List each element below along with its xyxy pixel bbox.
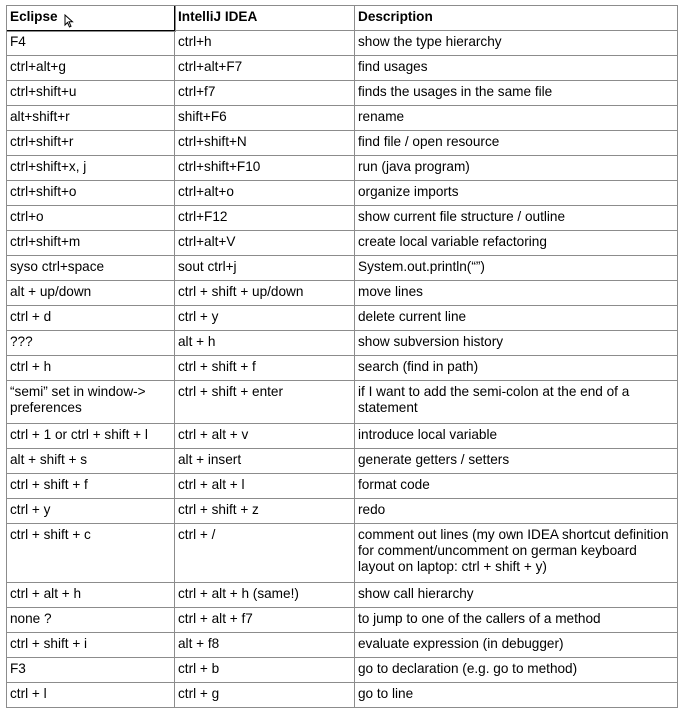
description-cell: introduce local variable xyxy=(355,424,678,449)
table-row xyxy=(7,81,678,106)
eclipse-shortcut-cell: ctrl + shift + c xyxy=(7,524,175,583)
description-cell: if I want to add the semi-colon at the end of a statement xyxy=(355,381,678,424)
intellij-shortcut-cell: ctrl + shift + f xyxy=(175,356,355,381)
description-cell: finds the usages in the same file xyxy=(355,81,678,106)
description-cell: delete current line xyxy=(355,306,678,331)
intellij-shortcut-cell: ctrl+f7 xyxy=(175,81,355,106)
eclipse-shortcut-cell: ctrl+shift+x, j xyxy=(7,156,175,181)
eclipse-shortcut-cell: ctrl + l xyxy=(7,683,175,708)
eclipse-shortcut-cell: “semi” set in window-> preferences xyxy=(7,381,175,424)
eclipse-shortcut-cell: ctrl + shift + f xyxy=(7,474,175,499)
description-cell: go to line xyxy=(355,683,678,708)
intellij-shortcut-cell: ctrl+shift+N xyxy=(175,131,355,156)
header-eclipse-label: Eclipse xyxy=(10,9,58,24)
table-row xyxy=(7,131,678,156)
description-cell: evaluate expression (in debugger) xyxy=(355,633,678,658)
description-cell: redo xyxy=(355,499,678,524)
table-row xyxy=(7,449,678,474)
table-row xyxy=(7,683,678,708)
move-cursor-icon xyxy=(62,14,76,28)
shortcut-table-container xyxy=(6,5,677,708)
eclipse-shortcut-cell: F3 xyxy=(7,658,175,683)
eclipse-shortcut-cell: ctrl + 1 or ctrl + shift + l xyxy=(7,424,175,449)
description-cell: show current file structure / outline xyxy=(355,206,678,231)
eclipse-shortcut-cell: ctrl+shift+o xyxy=(7,181,175,206)
description-cell: find file / open resource xyxy=(355,131,678,156)
intellij-shortcut-cell: sout ctrl+j xyxy=(175,256,355,281)
intellij-shortcut-cell: ctrl + alt + v xyxy=(175,424,355,449)
intellij-shortcut-cell: ctrl + shift + up/down xyxy=(175,281,355,306)
description-cell: find usages xyxy=(355,56,678,81)
intellij-shortcut-cell: ctrl+shift+F10 xyxy=(175,156,355,181)
intellij-shortcut-cell: alt + insert xyxy=(175,449,355,474)
eclipse-shortcut-cell: ctrl + h xyxy=(7,356,175,381)
eclipse-shortcut-cell: ctrl + alt + h xyxy=(7,583,175,608)
intellij-shortcut-cell: alt + f8 xyxy=(175,633,355,658)
eclipse-shortcut-cell: ctrl + y xyxy=(7,499,175,524)
table-row xyxy=(7,31,678,56)
table-row xyxy=(7,633,678,658)
table-row xyxy=(7,524,678,583)
eclipse-shortcut-cell: ctrl+shift+m xyxy=(7,231,175,256)
intellij-shortcut-cell: ctrl + alt + l xyxy=(175,474,355,499)
intellij-shortcut-cell: alt + h xyxy=(175,331,355,356)
intellij-shortcut-cell: ctrl+alt+o xyxy=(175,181,355,206)
header-eclipse[interactable] xyxy=(7,6,175,31)
intellij-shortcut-cell: ctrl + shift + enter xyxy=(175,381,355,424)
eclipse-shortcut-cell: ctrl + d xyxy=(7,306,175,331)
table-row xyxy=(7,281,678,306)
table-row xyxy=(7,106,678,131)
table-row xyxy=(7,658,678,683)
header-description: Description xyxy=(355,6,678,31)
description-cell: move lines xyxy=(355,281,678,306)
eclipse-shortcut-cell: alt + shift + s xyxy=(7,449,175,474)
table-row xyxy=(7,156,678,181)
description-cell: go to declaration (e.g. go to method) xyxy=(355,658,678,683)
intellij-shortcut-cell: ctrl + y xyxy=(175,306,355,331)
table-row xyxy=(7,356,678,381)
description-cell: System.out.println(“”) xyxy=(355,256,678,281)
description-cell: search (find in path) xyxy=(355,356,678,381)
table-row xyxy=(7,381,678,424)
table-body xyxy=(7,31,678,708)
table-row xyxy=(7,499,678,524)
intellij-shortcut-cell: ctrl + alt + h (same!) xyxy=(175,583,355,608)
intellij-shortcut-cell: ctrl + shift + z xyxy=(175,499,355,524)
eclipse-shortcut-cell: ctrl + shift + i xyxy=(7,633,175,658)
intellij-shortcut-cell: ctrl + alt + f7 xyxy=(175,608,355,633)
intellij-shortcut-cell: ctrl+F12 xyxy=(175,206,355,231)
table-row xyxy=(7,256,678,281)
eclipse-shortcut-cell: ctrl+shift+r xyxy=(7,131,175,156)
table-row xyxy=(7,331,678,356)
intellij-shortcut-cell: ctrl+alt+V xyxy=(175,231,355,256)
eclipse-shortcut-cell: F4 xyxy=(7,31,175,56)
description-cell: generate getters / setters xyxy=(355,449,678,474)
table-row xyxy=(7,608,678,633)
intellij-shortcut-cell: ctrl + b xyxy=(175,658,355,683)
intellij-shortcut-cell: ctrl + g xyxy=(175,683,355,708)
description-cell: organize imports xyxy=(355,181,678,206)
intellij-shortcut-cell: ctrl+alt+F7 xyxy=(175,56,355,81)
table-row xyxy=(7,206,678,231)
table-row xyxy=(7,474,678,499)
description-cell: comment out lines (my own IDEA shortcut definition for comment/uncomment on german keyboard layout on laptop: ctrl + shift + y) xyxy=(355,524,678,583)
description-cell: format code xyxy=(355,474,678,499)
eclipse-shortcut-cell: ??? xyxy=(7,331,175,356)
header-row xyxy=(7,6,678,31)
eclipse-shortcut-cell: none ? xyxy=(7,608,175,633)
eclipse-shortcut-cell: ctrl+shift+u xyxy=(7,81,175,106)
header-intellij: IntelliJ IDEA xyxy=(175,6,355,31)
intellij-shortcut-cell: ctrl + / xyxy=(175,524,355,583)
shortcut-table xyxy=(6,5,678,708)
description-cell: show subversion history xyxy=(355,331,678,356)
table-row xyxy=(7,181,678,206)
table-row xyxy=(7,583,678,608)
eclipse-shortcut-cell: alt + up/down xyxy=(7,281,175,306)
description-cell: show call hierarchy xyxy=(355,583,678,608)
eclipse-shortcut-cell: ctrl+o xyxy=(7,206,175,231)
description-cell: to jump to one of the callers of a method xyxy=(355,608,678,633)
table-row xyxy=(7,231,678,256)
table-row xyxy=(7,306,678,331)
eclipse-shortcut-cell: alt+shift+r xyxy=(7,106,175,131)
eclipse-shortcut-cell: syso ctrl+space xyxy=(7,256,175,281)
description-cell: show the type hierarchy xyxy=(355,31,678,56)
eclipse-shortcut-cell: ctrl+alt+g xyxy=(7,56,175,81)
description-cell: run (java program) xyxy=(355,156,678,181)
intellij-shortcut-cell: shift+F6 xyxy=(175,106,355,131)
description-cell: create local variable refactoring xyxy=(355,231,678,256)
intellij-shortcut-cell: ctrl+h xyxy=(175,31,355,56)
table-row xyxy=(7,424,678,449)
description-cell: rename xyxy=(355,106,678,131)
table-row xyxy=(7,56,678,81)
